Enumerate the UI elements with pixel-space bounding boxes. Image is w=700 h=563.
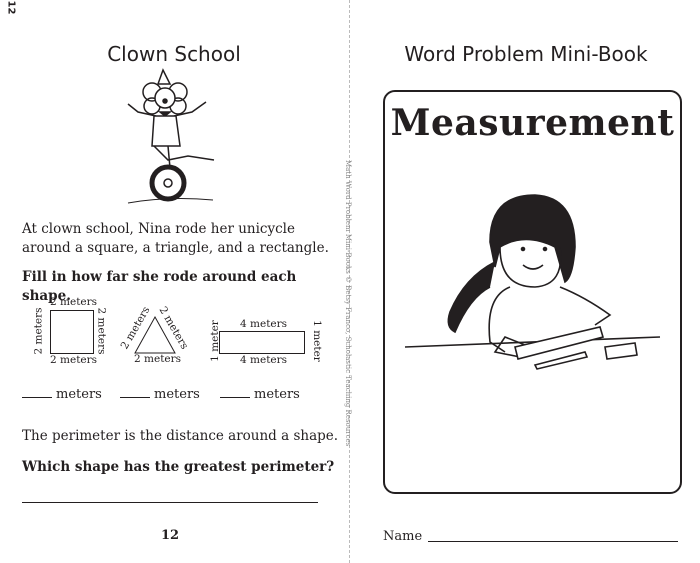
square-shape [50,310,94,354]
corner-page-mark: 12 [5,0,17,15]
question: Which shape has the greatest perimeter? [22,459,335,475]
square-top-label: 2 meters [50,296,98,308]
triangle-bottom-label: 2 meters [134,353,182,365]
rectangle-top-label: 4 meters [240,318,288,330]
intro-line-2: around a square, a triangle, and a rectangle. [22,240,329,256]
intro-line-1: At clown school, Nina rode her unicycle [22,221,295,237]
perimeter-definition: The perimeter is the distance around a shape. [22,428,339,444]
square-left-label: 2 meters [32,307,45,355]
square-answer[interactable]: meters [22,387,102,402]
clown-unicycle-illustration [118,68,228,208]
cover-frame [383,90,682,494]
rectangle-bottom-label: 4 meters [240,354,288,366]
name-label: Name [383,529,423,544]
cover-title: Measurement [390,102,675,144]
mini-book-header: Word Problem Mini-Book [404,42,648,66]
square-bottom-label: 2 meters [50,354,98,366]
answer-line[interactable] [22,502,318,503]
page-number: 12 [160,528,180,543]
left-page [0,0,348,563]
copyright-credit: Math Word Problem Mini-Books © Betsy Franco, Scholastic Teaching Resources [344,160,352,447]
rectangle-left-label: 1 meter [208,320,221,362]
rectangle-answer[interactable]: meters [220,387,300,402]
girl-measuring-illustration [395,187,670,387]
triangle-left-label: 2 meters [118,304,153,352]
page-title: Clown School [107,42,241,66]
rectangle-shape [219,331,305,354]
square-right-label: 2 meters [95,307,108,355]
triangle-answer[interactable]: meters [120,387,200,402]
instruction: Fill in how far she rode around each shape. [22,269,297,304]
name-field[interactable] [428,541,678,542]
rectangle-right-label: 1 meter [310,320,323,362]
triangle-right-label: 2 meters [156,304,191,352]
